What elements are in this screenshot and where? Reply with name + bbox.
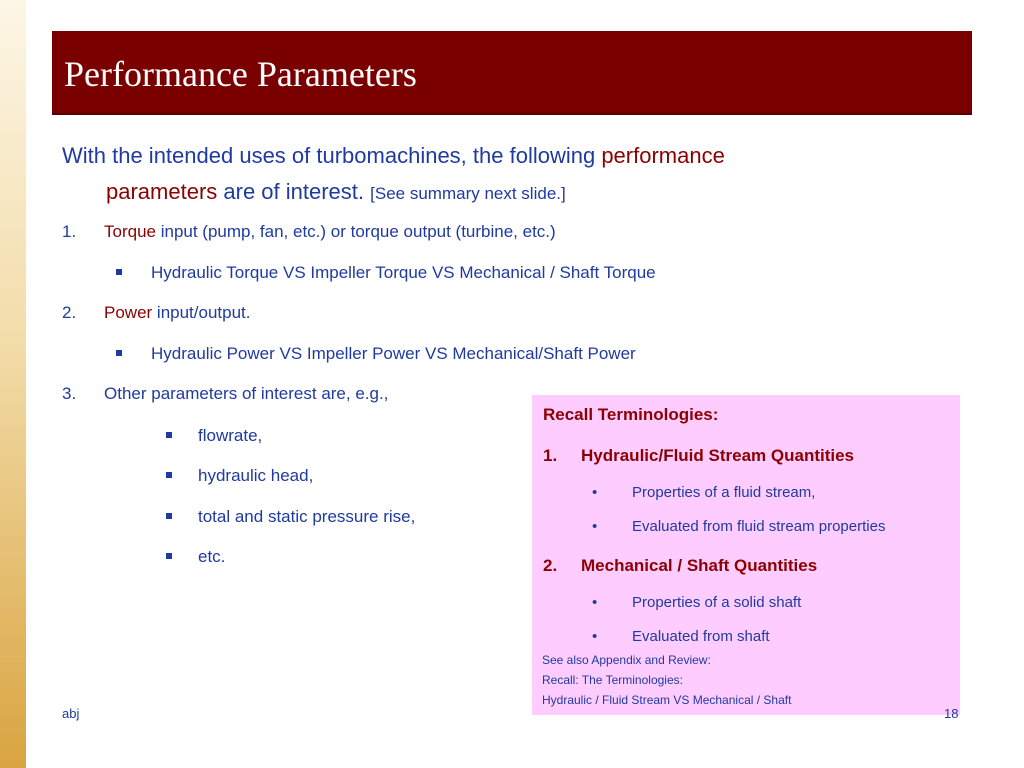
list-item-2-keyword: Power	[104, 303, 153, 322]
list-item-3-sub-2: hydraulic head,	[198, 466, 314, 485]
list-item-2	[104, 303, 251, 323]
list-item-3-sub-3: total and static pressure rise,	[198, 507, 416, 526]
list-item-2-sub: Hydraulic Power VS Impeller Power VS Mechanical/Shaft Power	[151, 344, 636, 363]
recall-item-2: Mechanical / Shaft Quantities	[581, 556, 818, 575]
recall-num-1: 1.	[543, 446, 558, 465]
recall-num-2: 2.	[543, 556, 558, 575]
recall-footnote-2: Recall: The Terminologies:	[542, 673, 683, 687]
recall-footnote-1: See also Appendix and Review:	[542, 653, 711, 667]
intro-note: [See summary next slide.]	[370, 184, 566, 203]
recall-item-2-sub-2: Evaluated from shaft	[632, 628, 770, 645]
intro-highlight-1: performance	[601, 143, 725, 168]
recall-heading: Recall Terminologies:	[543, 405, 719, 424]
left-decorative-bar	[0, 0, 26, 768]
list-item-3-sub-4: etc.	[198, 547, 226, 566]
list-number-1: 1.	[62, 222, 77, 241]
square-bullet-icon	[166, 472, 172, 478]
bullet-dot-icon: •	[592, 628, 598, 645]
list-number-2: 2.	[62, 303, 77, 322]
recall-item-1: Hydraulic/Fluid Stream Quantities	[581, 446, 855, 465]
intro-paragraph	[62, 138, 862, 212]
square-bullet-icon	[116, 269, 122, 275]
slide-number: 18	[944, 706, 959, 721]
slide-title: Performance Parameters	[64, 54, 417, 94]
recall-item-1-sub-1: Properties of a fluid stream,	[632, 484, 816, 501]
bullet-dot-icon: •	[592, 518, 598, 535]
recall-item-2-sub-1: Properties of a solid shaft	[632, 594, 802, 611]
list-item-1-keyword: Torque	[104, 222, 156, 241]
list-item-3: Other parameters of interest are, e.g.,	[104, 384, 389, 403]
square-bullet-icon	[116, 350, 122, 356]
bullet-dot-icon: •	[592, 594, 598, 611]
intro-text-1: With the intended uses of turbomachines, the following	[62, 143, 602, 168]
recall-footnote-3: Hydraulic / Fluid Stream VS Mechanical / Shaft	[542, 693, 792, 707]
recall-item-1-sub-2: Evaluated from fluid stream properties	[632, 518, 886, 535]
bullet-dot-icon: •	[592, 484, 598, 501]
intro-text-2: are of interest.	[217, 179, 371, 204]
list-item-1	[104, 222, 556, 242]
title-bar	[52, 31, 972, 113]
list-number-3: 3.	[62, 384, 77, 403]
list-item-1-sub: Hydraulic Torque VS Impeller Torque VS Mechanical / Shaft Torque	[151, 263, 656, 282]
footer-author: abj	[62, 706, 80, 721]
intro-highlight-2: parameters	[106, 179, 218, 204]
square-bullet-icon	[166, 553, 172, 559]
square-bullet-icon	[166, 513, 172, 519]
list-item-1-text: input (pump, fan, etc.) or torque output (turbine, etc.)	[155, 222, 556, 241]
list-item-3-sub-1: flowrate,	[198, 426, 263, 445]
square-bullet-icon	[166, 432, 172, 438]
list-item-2-text: input/output.	[152, 303, 251, 322]
recall-box	[532, 395, 960, 715]
